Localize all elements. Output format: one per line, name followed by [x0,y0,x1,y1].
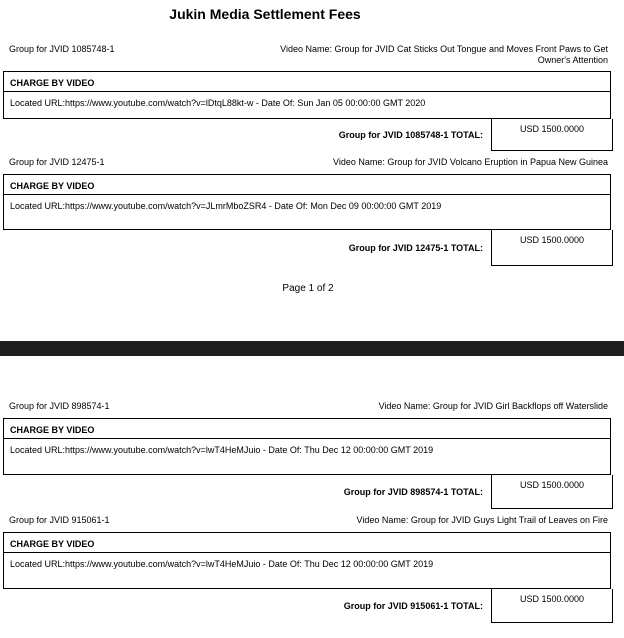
located-url-row [3,195,611,230]
charge-header-label: CHARGE BY VIDEO [10,181,95,191]
group-total-amount: USD 1500.0000 [519,124,585,134]
charge-by-video-header [3,174,611,195]
page-divider [0,341,624,356]
group-total-amount: USD 1500.0000 [519,480,585,490]
group-total-amount: USD 1500.0000 [519,235,585,245]
page-number: Page 1 of 2 [282,283,334,294]
group-total-label: Group for JVID 898574-1 TOTAL: [343,487,483,497]
charge-by-video-header [3,71,611,92]
video-name: Video Name: Group for JVID Guys Light Trail of Leaves on Fire [356,515,608,525]
charge-header-label: CHARGE BY VIDEO [10,539,95,549]
group-total-label: Group for JVID 1085748-1 TOTAL: [338,130,483,140]
located-url-text: Located URL:https://www.youtube.com/watch?v=lDtqL88kt-w - Date Of: Sun Jan 05 00:00:00 GMT 2020 [10,98,426,108]
group-total-box [491,230,613,266]
charge-by-video-header [3,532,611,553]
group-total-amount: USD 1500.0000 [519,594,585,604]
located-url-row [3,92,611,119]
located-url-row [3,439,611,475]
video-name-line-1: Video Name: Group for JVID Cat Sticks Out Tongue and Moves Front Paws to Get [280,44,608,54]
group-label: Group for JVID 898574-1 [9,401,110,411]
video-name: Video Name: Group for JVID Volcano Eruption in Papua New Guinea [333,157,608,167]
group-total-box [491,119,613,151]
video-name [228,44,608,66]
charge-by-video-header [3,418,611,439]
group-total-box [491,589,613,623]
group-label: Group for JVID 915061-1 [9,515,110,525]
located-url-text: Located URL:https://www.youtube.com/watch?v=lwT4HeMJuio - Date Of: Thu Dec 12 00:00:00 GMT 2019 [10,559,434,569]
located-url-text: Located URL:https://www.youtube.com/watch?v=lwT4HeMJuio - Date Of: Thu Dec 12 00:00:00 GMT 2019 [10,445,434,455]
video-name: Video Name: Group for JVID Girl Backflops off Waterslide [378,401,608,411]
video-name-line-2: Owner's Attention [537,55,608,65]
charge-header-label: CHARGE BY VIDEO [10,425,95,435]
group-total-label: Group for JVID 915061-1 TOTAL: [343,601,483,611]
located-url-row [3,553,611,589]
group-total-box [491,475,613,509]
group-label: Group for JVID 1085748-1 [9,44,115,54]
document-title: Jukin Media Settlement Fees [169,6,361,22]
located-url-text: Located URL:https://www.youtube.com/watch?v=JLmrMboZSR4 - Date Of: Mon Dec 09 00:00:00 GMT 2019 [10,201,442,211]
group-total-label: Group for JVID 12475-1 TOTAL: [348,243,483,253]
charge-header-label: CHARGE BY VIDEO [10,78,95,88]
group-label: Group for JVID 12475-1 [9,157,105,167]
